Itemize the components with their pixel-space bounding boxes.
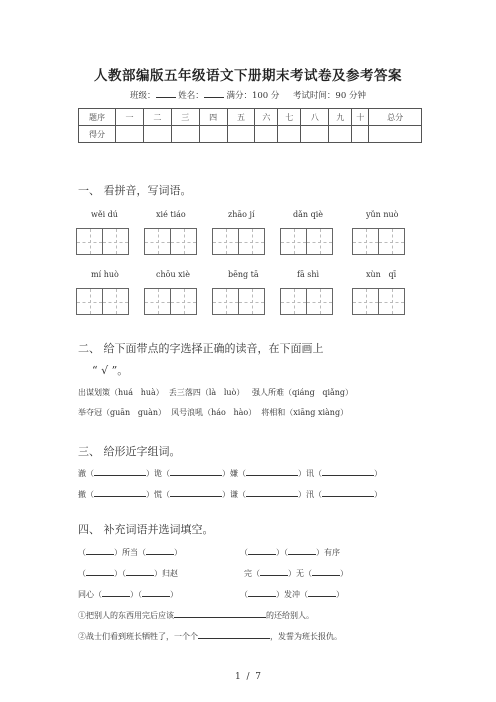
char: 汛 — [306, 490, 314, 499]
page-number: 1 / 7 — [235, 672, 261, 682]
answer-blank[interactable] — [174, 609, 266, 618]
name-blank — [204, 89, 224, 98]
char: 讯 — [306, 469, 314, 478]
pinyin-label: xùn qī — [366, 270, 397, 279]
answer-blank[interactable] — [322, 467, 374, 476]
score-label: 满分：100 分 — [226, 91, 280, 101]
answer-blank[interactable] — [142, 588, 170, 597]
pronunciation-line: 举夺冠（guān guàn） 风号浪吼（háo hào） 将相和（xiāng xiàng） — [78, 408, 349, 417]
table-cell: 一 — [116, 109, 144, 126]
table-cell: 三 — [171, 109, 199, 126]
answer-blank[interactable] — [198, 630, 270, 639]
score-table-header-row — [79, 109, 422, 126]
page-title: 人教部编版五年级语文下册期末考试卷及参考答案 — [94, 68, 402, 84]
pinyin-label: xié tiáo — [156, 210, 186, 219]
answer-blank[interactable] — [126, 567, 154, 576]
char: 嫌 — [230, 469, 238, 478]
answer-blank[interactable] — [308, 588, 336, 597]
score-table-score-row — [79, 126, 422, 143]
section-3-title: 三、 给形近字组词。 — [78, 445, 181, 458]
pinyin-label: mí huò — [91, 270, 119, 279]
answer-blank[interactable] — [288, 546, 316, 555]
answer-blank[interactable] — [246, 488, 298, 497]
char: 慌 — [154, 490, 162, 499]
table-cell: 五 — [227, 109, 255, 126]
table-cell: 九 — [329, 109, 352, 126]
similar-chars-row: 澈（ ）诡（ ）嫌（ ）讯（ ） — [78, 469, 382, 478]
writing-grid[interactable] — [212, 228, 264, 255]
table-cell: 题序 — [79, 109, 116, 126]
writing-grid[interactable] — [76, 288, 128, 315]
table-cell: 四 — [199, 109, 227, 126]
answer-blank[interactable] — [86, 567, 114, 576]
writing-grid[interactable] — [144, 288, 196, 315]
idiom-item: 完（ ）无（ ） — [244, 569, 348, 578]
idiom-item: （ ）（ ）有序 — [240, 548, 340, 557]
pinyin-label: zhāo jí — [228, 210, 255, 219]
class-blank — [156, 89, 176, 98]
idiom-item: （ ）所当（ ） — [78, 548, 182, 557]
table-cell: 八 — [301, 109, 329, 126]
fill-sentence-1: ①把别人的东西用完后应该 的还给别人。 — [78, 611, 314, 620]
pronunciation-line: 出谋划策（huá huà） 丢三落四（là luò） 强人所难（qiáng qiǎng） — [78, 388, 354, 397]
score-table — [78, 108, 422, 143]
table-cell: 十 — [352, 109, 369, 126]
answer-blank[interactable] — [102, 588, 130, 597]
pinyin-label: yǔn nuò — [366, 210, 399, 219]
name-label: 姓名： — [178, 91, 204, 101]
writing-grid[interactable] — [280, 228, 332, 255]
section-4-title: 四、 补充词语并选词填空。 — [78, 523, 214, 536]
pinyin-label: wěi dú — [91, 210, 118, 219]
similar-chars-row: 撤（ ）慌（ ）谦（ ）汛（ ） — [78, 490, 382, 499]
answer-blank[interactable] — [248, 546, 276, 555]
table-cell: 得分 — [79, 126, 116, 143]
answer-blank[interactable] — [86, 546, 114, 555]
answer-blank[interactable] — [248, 588, 276, 597]
pinyin-label: dǎn qiè — [293, 210, 323, 219]
idiom-item: （ ）（ ）归赵 — [78, 569, 178, 578]
answer-blank[interactable] — [322, 488, 374, 497]
time-label: 考试时间：90 分钟 — [292, 91, 366, 101]
answer-blank[interactable] — [170, 467, 222, 476]
writing-grid[interactable] — [280, 288, 332, 315]
table-cell: 六 — [255, 109, 278, 126]
section-2-title: 二、 给下面带点的字选择正确的读音，在下面画上 — [78, 342, 324, 355]
class-label: 班级： — [130, 91, 156, 101]
answer-blank[interactable] — [260, 567, 288, 576]
writing-grid[interactable] — [352, 288, 404, 315]
fill-sentence-2: ②战士们看到班长牺牲了，一个个 ，发誓为班长报仇。 — [78, 632, 342, 641]
char: 撤 — [78, 490, 86, 499]
answer-blank[interactable] — [146, 546, 174, 555]
writing-grid[interactable] — [212, 288, 264, 315]
writing-grid[interactable] — [76, 228, 128, 255]
pinyin-label: chōu xiè — [156, 270, 190, 279]
pinyin-label: bēng tā — [228, 270, 259, 279]
idiom-item: 同心（ ）（ ） — [78, 590, 178, 599]
char: 澈 — [78, 469, 86, 478]
answer-blank[interactable] — [246, 467, 298, 476]
idiom-item: （ ）发冲（ ） — [240, 590, 344, 599]
section-2-title-cont: “ √ ”。 — [92, 364, 129, 377]
table-cell: 总分 — [369, 109, 422, 126]
char: 诡 — [154, 469, 162, 478]
section-1-title: 一、 看拼音，写词语。 — [78, 184, 192, 197]
table-cell: 七 — [278, 109, 301, 126]
answer-blank[interactable] — [312, 567, 340, 576]
writing-grid[interactable] — [144, 228, 196, 255]
pinyin-label: fā shì — [297, 270, 320, 279]
writing-grid[interactable] — [352, 228, 404, 255]
char: 谦 — [230, 490, 238, 499]
exam-info — [0, 89, 496, 101]
table-cell: 二 — [143, 109, 171, 126]
answer-blank[interactable] — [94, 467, 146, 476]
answer-blank[interactable] — [170, 488, 222, 497]
answer-blank[interactable] — [94, 488, 146, 497]
